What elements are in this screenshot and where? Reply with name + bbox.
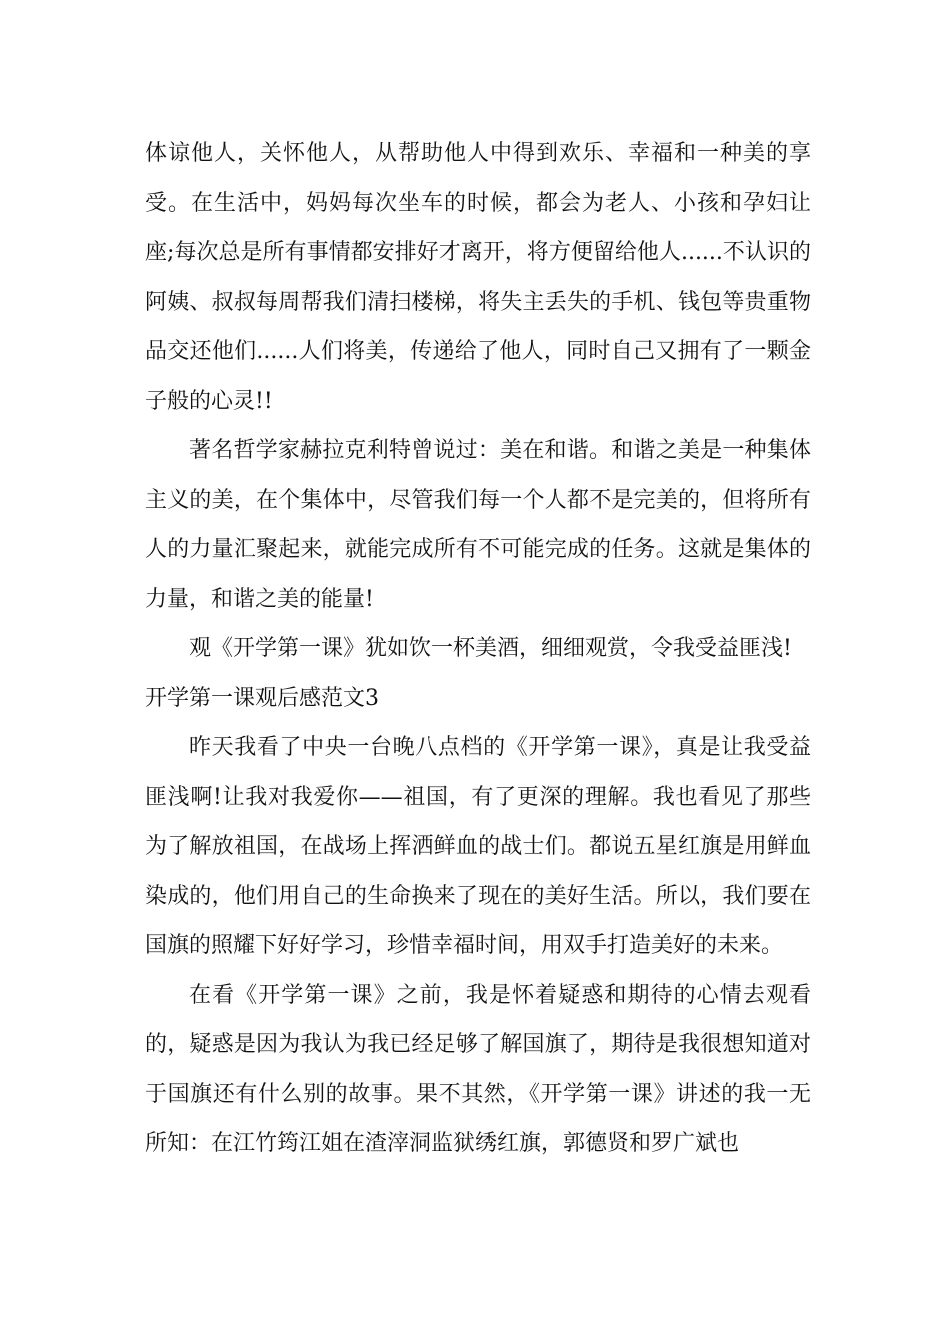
- paragraph-5: 在看《开学第一课》之前，我是怀着疑惑和期待的心情去观看的，疑惑是因为我认为我已经足够了解国旗了，期待是我很想知道对于国旗还有什么别的故事。果不其然，《开学第一课》讲述的我一无所知：在江竹筠江姐在渣滓洞监狱绣红旗，郭德贤和罗广斌也: [145, 982, 811, 1156]
- section-heading: 开学第一课观后感范文3: [145, 685, 379, 711]
- paragraph-4: 昨天我看了中央一台晚八点档的《开学第一课》，真是让我受益匪浅啊!让我对我爱你——祖国，有了更深的理解。我也看见了那些为了解放祖国，在战场上挥洒鲜血的战士们。都说五星红旗是用鲜血染成的，他们用自己的生命换来了现在的美好生活。所以，我们要在国旗的照耀下好好学习，珍惜幸福时间，用双手打造美好的未来。: [145, 735, 811, 958]
- paragraph-2: 著名哲学家赫拉克利特曾说过：美在和谐。和谐之美是一种集体主义的美，在个集体中，尽管我们每一个人都不是完美的，但将所有人的力量汇聚起来，就能完成所有不可能完成的任务。这就是集体的力量，和谐之美的能量!: [145, 438, 811, 612]
- paragraph-3: 观《开学第一课》犹如饮一杯美酒，细细观赏，令我受益匪浅!: [189, 636, 792, 661]
- paragraph-1: 体谅他人，关怀他人，从帮助他人中得到欢乐、幸福和一种美的享受。在生活中，妈妈每次坐车的时候，都会为老人、小孩和孕妇让座;每次总是所有事情都安排好才离开，将方便留给他人......不认识的阿姨、叔叔每周帮我们清扫楼梯，将失主丢失的手机、钱包等贵重物品交还他们......人们将美，传递给了他人，同时自己又拥有了一颗金子般的心灵!!: [145, 141, 811, 414]
- document-body: [145, 129, 811, 1169]
